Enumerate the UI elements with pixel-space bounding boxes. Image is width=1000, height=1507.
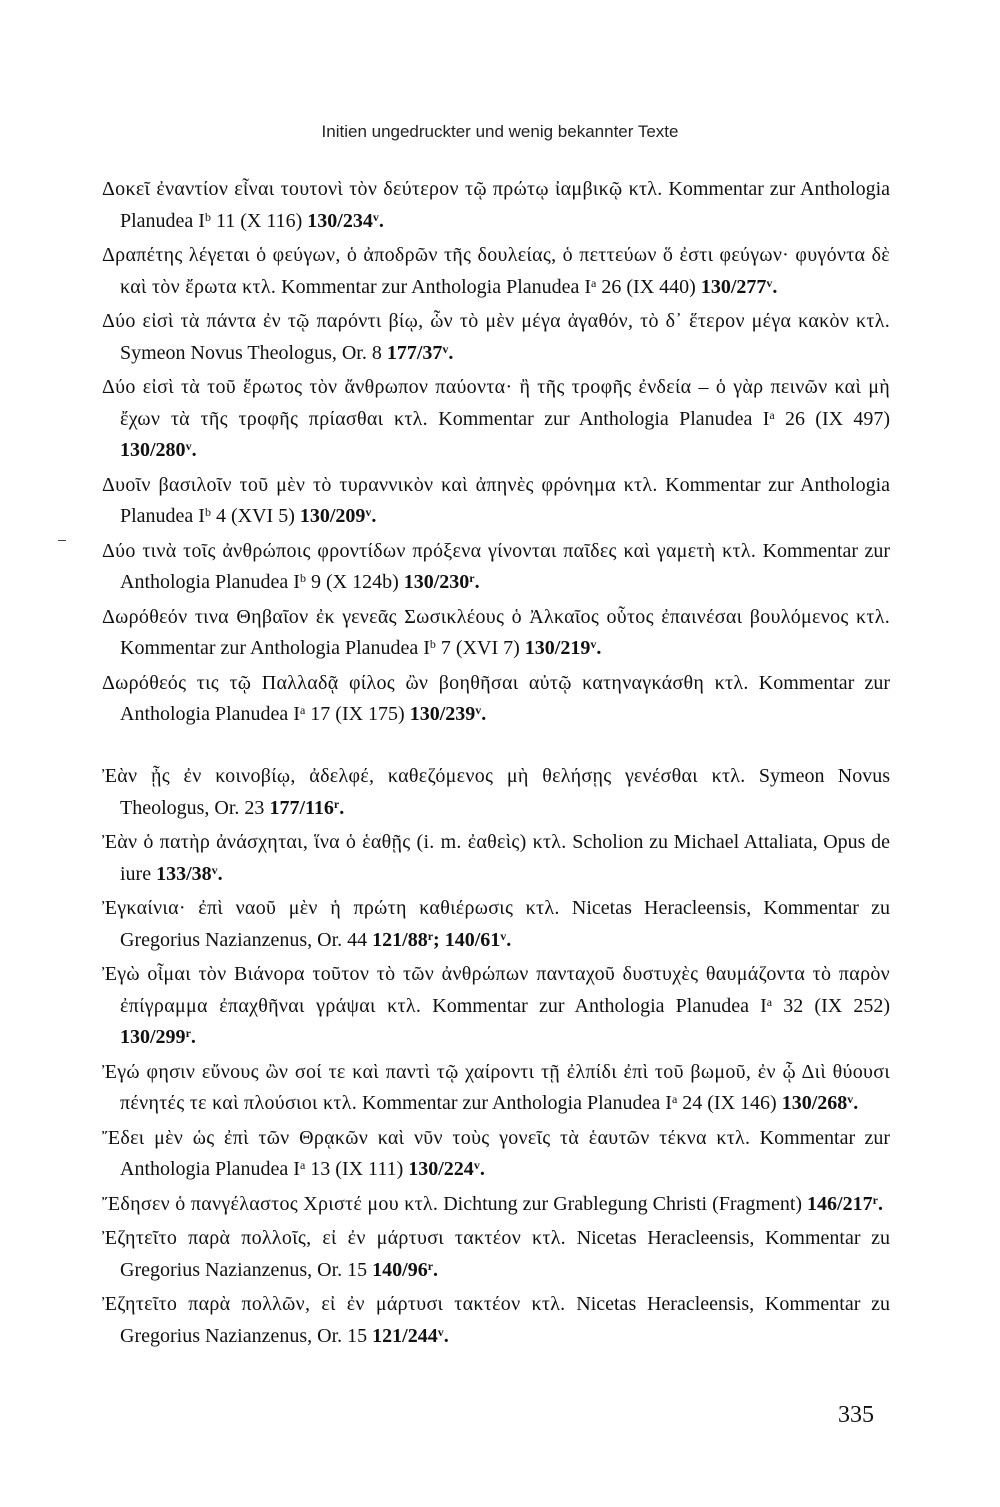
greek-incipit: Ἐὰν ὁ πατὴρ ἀνάσχηται, ἵνα ὁ ἑαθῇς (i. m. ἐαθεὶς) κτλ. (102, 831, 567, 853)
source-reference: Kommentar zur Anthologia Planudea $I^b$ 9 (X 124b) (120, 539, 890, 593)
manuscript-locator: 130/224$^v$. (408, 1158, 485, 1180)
greek-incipit: Ἔδησεν ὁ πανγέλαστος Χριστέ μου κτλ. (102, 1192, 439, 1215)
greek-incipit: Δραπέτης λέγεται ὁ φεύγων, ὁ ἀποδρῶν τῆς δουλείας, ὁ πεττεύων ὅ ἐστι φεύγων· φυγόντα δὲ καὶ τὸν ἔρωτα κτλ. (102, 244, 890, 298)
greek-incipit: Ἐγὼ οἶμαι τὸν Βιάνορα τοῦτον τὸ τῶν ἀνθρώπων πανταχοῦ δυστυχὲς θαυμάζοντα τὸ παρὸν ἐπίγραμμα ἐπαχθῆναι γράψαι κτλ. (102, 963, 890, 1017)
index-entry (102, 372, 890, 467)
manuscript-locator: 130/299$^r$. (120, 1026, 196, 1048)
page-number: 335 (838, 1402, 874, 1428)
index-entry (102, 470, 890, 533)
source-reference: Dichtung zur Grablegung Christi (Fragment) (443, 1192, 803, 1215)
index-entry (102, 959, 890, 1054)
index-entry (102, 1057, 890, 1120)
index-entry (102, 240, 890, 303)
greek-incipit: Ἐγώ φησιν εὔνους ὢν σοί τε καὶ παντὶ τῷ χαίροντι τῇ ἐλπίδι ἐπὶ τοῦ βωμοῦ, ἐν ᾧ Διὶ θύουσι πένητές τε καὶ πλούσιοι κτλ. (102, 1060, 890, 1114)
greek-incipit: Ἐγκαίνια· ἐπὶ ναοῦ μὲν ἡ πρώτη καθιέρωσις κτλ. (102, 897, 560, 919)
index-entry (102, 536, 890, 599)
manuscript-locator: 130/234$^v$. (307, 209, 384, 232)
source-reference: Kommentar zur Anthologia Planudea $I^a$ 26 (IX 497) (438, 407, 891, 430)
greek-incipit: Δύο εἰσὶ τὰ πάντα ἐν τῷ παρόντι βίῳ, ὧν τὸ μὲν μέγα ἀγαθόν, τὸ δ᾽ ἕτερον μέγα κακὸν κτλ. (102, 310, 890, 332)
source-reference: Kommentar zur Anthologia Planudea $I^b$ 4 (XVI 5) (120, 473, 891, 527)
index-entry (102, 827, 890, 890)
manuscript-locator: 177/37$^v$. (386, 341, 454, 364)
manuscript-locator: 177/116$^r$. (269, 796, 345, 819)
greek-incipit: Δύο εἰσὶ τὰ τοῦ ἔρωτος τὸν ἄνθρωπον παύοντα· ἢ τῆς τροφῆς ἐνδεία – ὁ γὰρ πεινῶν καὶ μὴ ἔχων τὰ τῆς τροφῆς πρίασθαι κτλ. (102, 376, 890, 430)
greek-incipit: Δωρόθεόν τινα Θηβαῖον ἐκ γενεᾶς Σωσικλέους ὁ Ἀλκαῖος οὗτος ἐπαινέσαι βουλόμενος κτλ. (102, 605, 890, 628)
source-reference: Kommentar zur Anthologia Planudea $I^a$ 26 (IX 440) (281, 275, 696, 298)
manuscript-locator: 133/38$^v$. (156, 862, 223, 885)
index-entry (102, 893, 890, 956)
source-reference: Nicetas Heracleensis, Kommentar zu Gregorius Nazianzenus, Or. 15 (120, 1293, 891, 1347)
source-reference: Symeon Novus Theologus, Or. 8 (120, 341, 382, 364)
source-reference: Kommentar zur Anthologia Planudea $I^a$ 24 (IX 146) (362, 1092, 777, 1114)
index-entry (102, 1123, 890, 1186)
index-entry (102, 1289, 890, 1352)
greek-incipit: Δωρόθεός τις τῷ Παλλαδᾷ φίλος ὢν βοηθῆσαι αὐτῷ κατηναγκάσθη κτλ. (102, 671, 749, 694)
index-entry (102, 306, 890, 369)
source-reference: Kommentar zur Anthologia Planudea $I^b$ 11 (X 116) (120, 178, 891, 232)
greek-incipit: Ἐὰν ᾖς ἐν κοινοβίῳ, ἀδελφέ, καθεζόμενος μὴ θελήσῃς γενέσθαι κτλ. (102, 765, 746, 787)
index-entry (102, 1189, 890, 1221)
source-reference: Kommentar zur Anthologia Planudea $I^a$ 17 (IX 175) (120, 671, 890, 725)
manuscript-locator: 146/217$^r$. (807, 1192, 883, 1215)
source-reference: Nicetas Heracleensis, Kommentar zu Gregorius Nazianzenus, Or. 44 (120, 897, 891, 951)
running-header: Initien ungedruckter und wenig bekannter Texte (321, 122, 679, 141)
entries-section-delta (102, 174, 890, 734)
manuscript-locator: 121/88$^r$; 140/61$^v$. (372, 928, 512, 951)
source-reference: Scholion zu Michael Attaliata, Opus de iure (120, 831, 891, 885)
source-reference: Kommentar zur Anthologia Planudea $I^a$ 13 (IX 111) (120, 1126, 890, 1180)
manuscript-locator: 130/268$^v$. (781, 1092, 859, 1114)
manuscript-locator: 130/219$^v$. (524, 637, 602, 659)
entries-section-epsilon (102, 761, 890, 1355)
greek-incipit: Δύο τινὰ τοῖς ἀνθρώποις φροντίδων πρόξενα γίνονται παῖδες καὶ γαμετὴ κτλ. (102, 539, 757, 562)
manuscript-locator: 130/209$^v$. (299, 505, 377, 527)
manuscript-locator: 130/230$^r$. (403, 571, 480, 593)
manuscript-locator: 140/96$^r$. (372, 1258, 439, 1281)
greek-incipit: Δυοῖν βασιλοῖν τοῦ μὲν τὸ τυραννικὸν καὶ ἀπηνὲς φρόνημα κτλ. (102, 473, 658, 496)
source-reference: Kommentar zur Anthologia Planudea $I^b$ 7 (XVI 7) (120, 637, 520, 659)
source-reference: Kommentar zur Anthologia Planudea $I^a$ 32 (IX 252) (432, 994, 890, 1017)
manuscript-locator: 130/280$^v$. (120, 439, 197, 461)
manuscript-locator: 130/239$^v$. (409, 703, 487, 725)
manuscript-locator: 121/244$^v$. (372, 1324, 449, 1347)
source-reference: Symeon Novus Theologus, Or. 23 (120, 765, 891, 819)
greek-incipit: Δοκεῖ ἐναντίον εἶναι τουτονὶ τὸν δεύτερον τῷ πρώτῳ ἰαμβικῷ κτλ. (102, 178, 663, 200)
index-entry (102, 174, 890, 237)
source-reference: Nicetas Heracleensis, Kommentar zu Gregorius Nazianzenus, Or. 15 (120, 1227, 891, 1281)
margin-mark (58, 540, 66, 541)
index-entry (102, 602, 890, 665)
greek-incipit: Ἐζητεῖτο παρὰ πολλοῖς, εἰ ἐν μάρτυσι τακτέον κτλ. (102, 1227, 566, 1249)
index-entry (102, 668, 890, 731)
greek-incipit: Ἔδει μὲν ὡς ἐπὶ τῶν Θρᾳκῶν καὶ νῦν τοὺς γονεῖς τὰ ἑαυτῶν τέκνα κτλ. (102, 1126, 751, 1149)
index-entry (102, 1223, 890, 1286)
index-entry (102, 761, 890, 824)
manuscript-locator: 130/277$^v$. (700, 275, 778, 298)
greek-incipit: Ἐζητεῖτο παρὰ πολλῶν, εἰ ἐν μάρτυσι τακτέον κτλ. (102, 1293, 566, 1315)
